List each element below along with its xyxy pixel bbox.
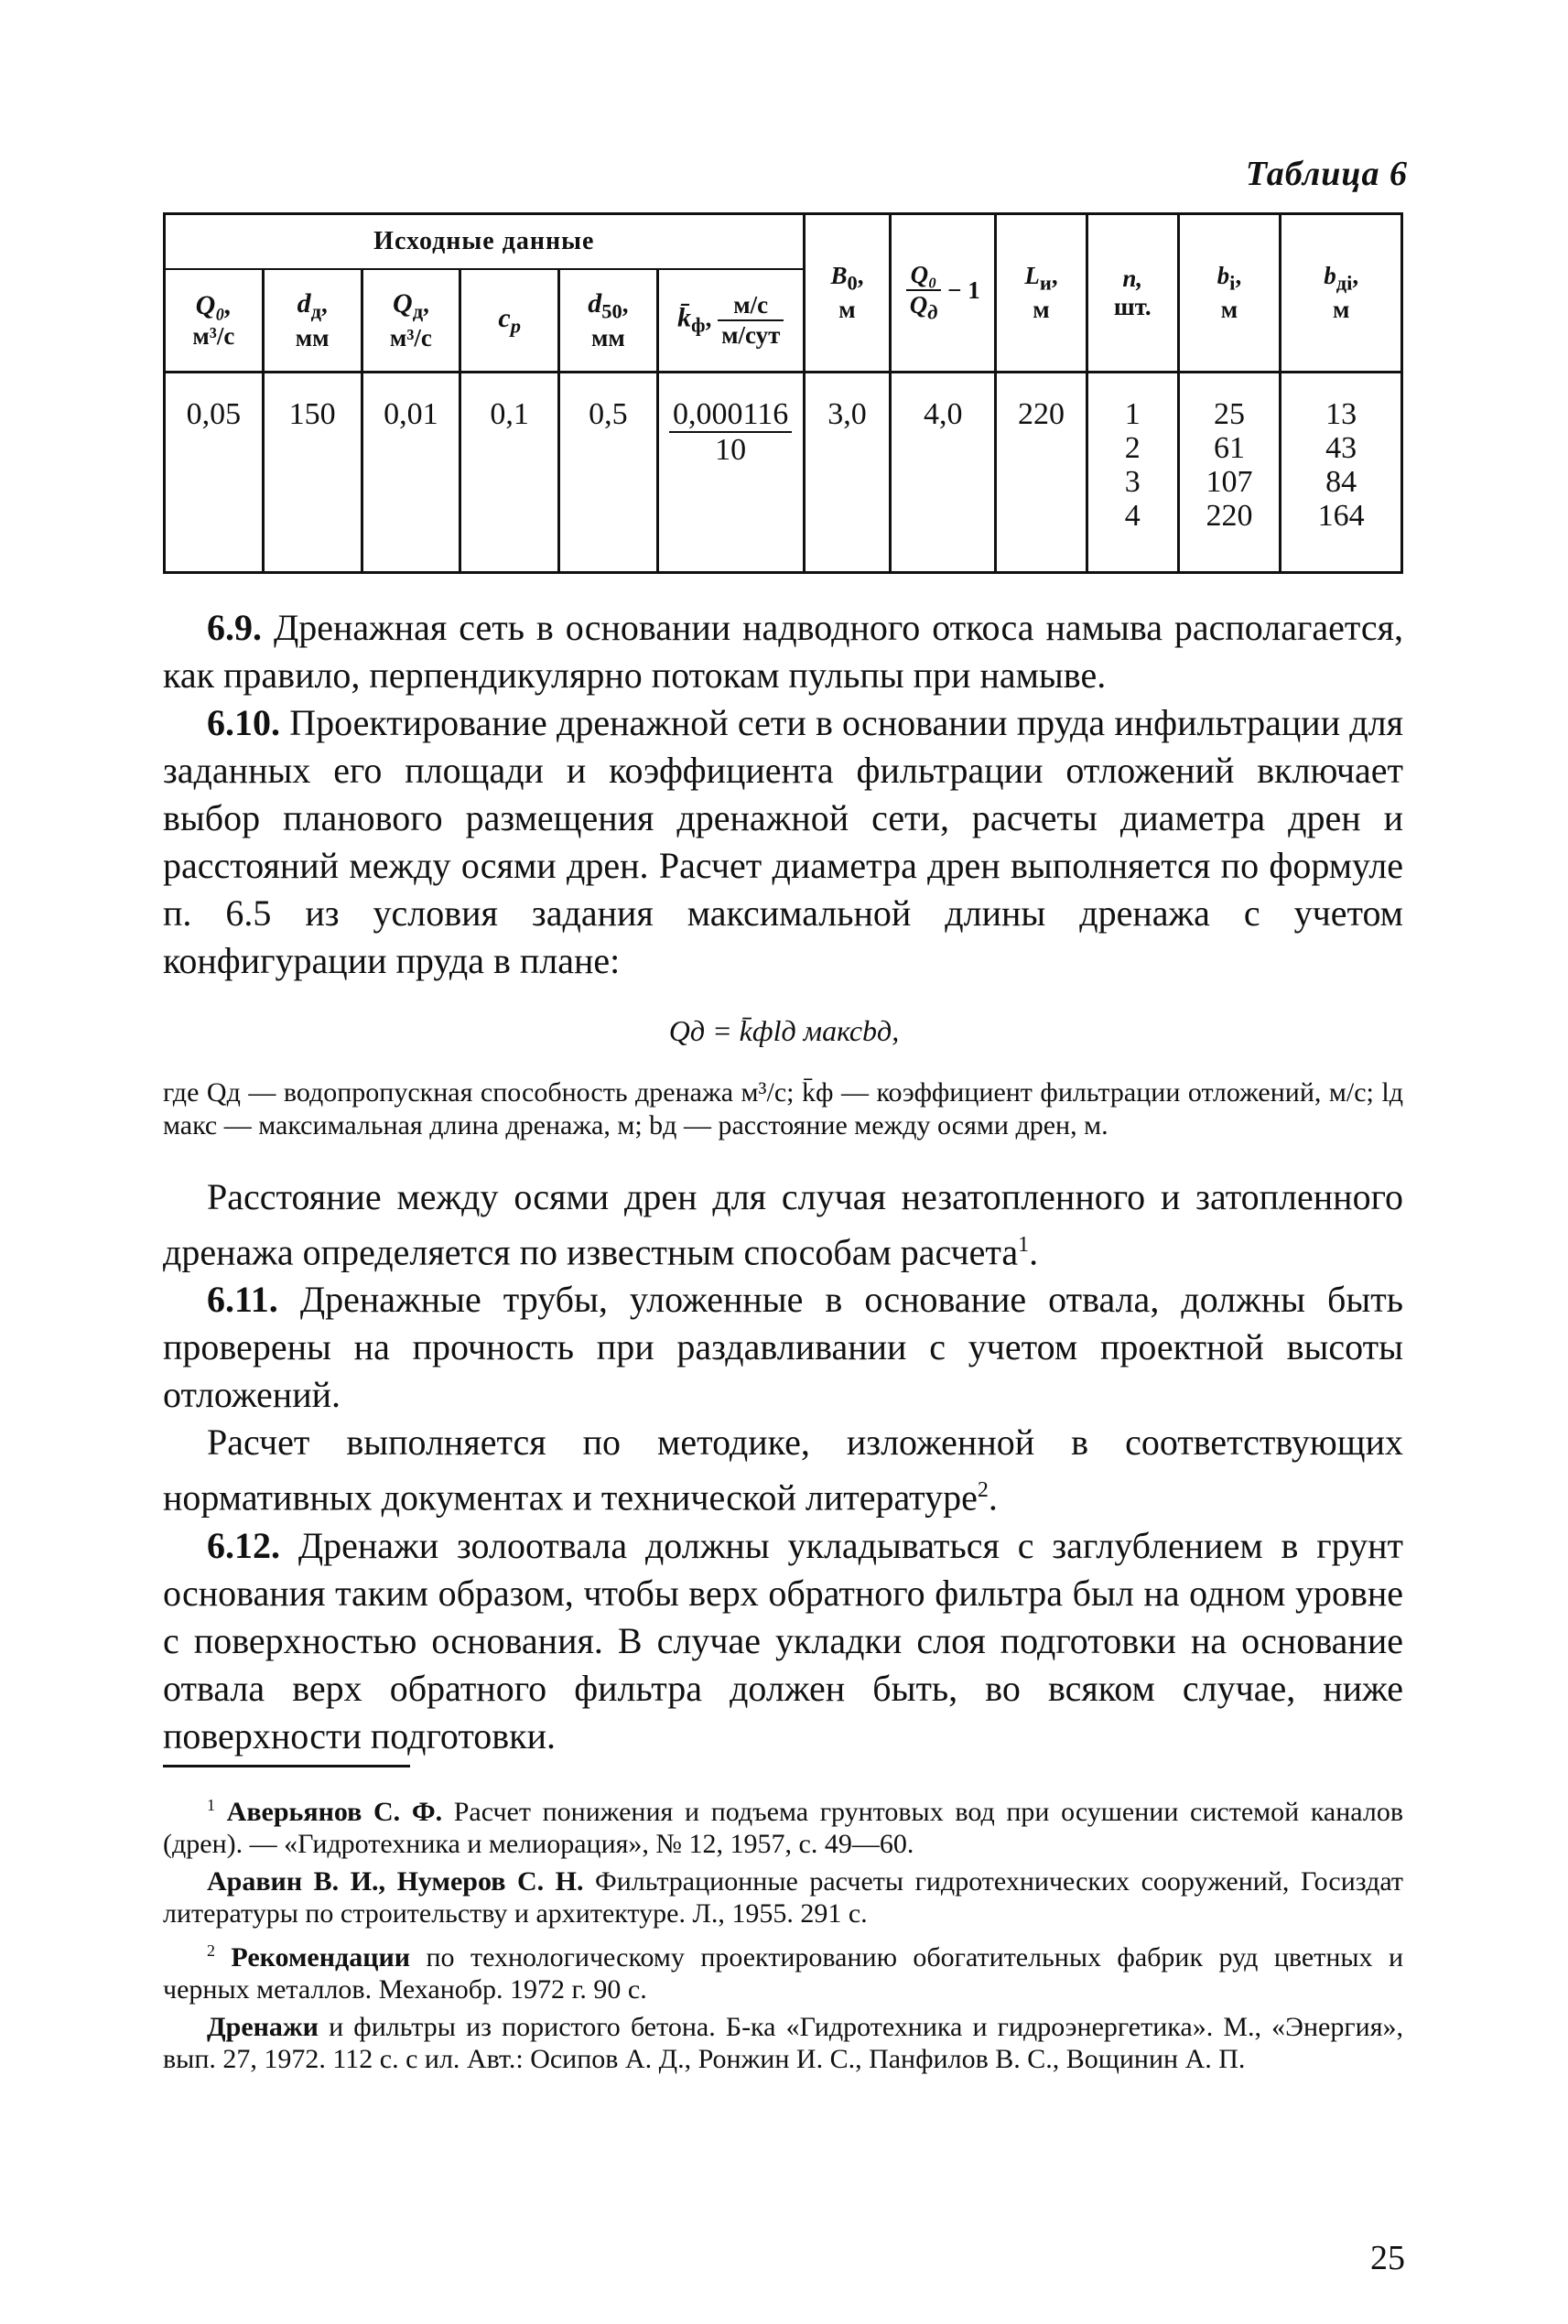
header-ratio: $\frac{\text{Q₀}}{Q_д}$ − 1 — [891, 214, 996, 373]
formula-legend: где Qд — водопропускная способность дренажа м³/с; k̄ф — коэффициент фильтрации отложений, м/с; lд макс — максимальная длина дренажа, м; bд — расстояние между осями дрен, м. — [163, 1077, 1403, 1140]
cell-cp: 0,1 — [460, 373, 559, 573]
cell-bdi: 13 43 84 164 — [1281, 373, 1402, 573]
cell-kf: $\frac{0,000116}{10}$ — [657, 373, 804, 573]
paragraph-6-12: 6.12. Дренажи золоотвала должны укладываться с заглублением в грунт основания таким образом, чтобы верх обратного фильтра был на одном уровне с поверхностью основания. В случае укладки слоя подготовки на основание отвала верх обратного фильтра должен быть, во всяком случае, ниже поверхности подготовки. — [163, 1524, 1403, 1757]
header-li: $L_и$, м — [996, 214, 1087, 373]
page-number: 25 — [1370, 2239, 1405, 2277]
header-bi: $b_i$, м — [1178, 214, 1281, 373]
cell-li: 220 — [996, 373, 1087, 573]
header-b0: $B_0$, м — [804, 214, 891, 373]
header-cp: $c_p$ — [460, 269, 559, 373]
header-bdi: $b_{дi}$, м — [1281, 214, 1402, 373]
paragraph-6-10: 6.10. Проектирование дренажной сети в основании пруда инфильтрации для заданных его площади и коэффициента фильтрации отложений включает выбор планового размещения дренажной сети, расчеты диаметра дрен и расстояний между осями дрен. Расчет диаметра дрен выполняется по формуле п. 6.5 из условия задания максимальной длины дренажа с учетом конфигурации пруда в плане: — [163, 702, 1403, 981]
cell-ratio: 4,0 — [891, 373, 996, 573]
cell-q0: 0,05 — [165, 373, 264, 573]
footnote-2: $^2$ Рекомендации по технологическому проектированию обогатительных фабрик руд цветных и черных металлов. Механобр. 1972 г. 90 с. — [163, 1941, 1404, 2005]
footnote-2b: Дренажи и фильтры из пористого бетона. Б-ка «Гидротехника и гидроэнергетика». М., «Энергия», вып. 27, 1972. 112 с. с ил. Авт.: Осипов А. Д., Ронжин И. С., Панфилов В. С., Вощинин А. П. — [163, 2012, 1403, 2074]
footnote-1b: Аравин В. И., Нумеров С. Н. Фильтрационные расчеты гидротехнических сооружений, Госиздат литературы по строительству и архитектуре. Л., 1955. 291 с. — [163, 1866, 1404, 1929]
header-kf: $k̄_ф$, $\frac{м/с}{\text{м/сут}}$ — [657, 269, 804, 373]
cell-d50: 0,5 — [559, 373, 658, 573]
footnote-1: $^1$ Аверьянов С. Ф. Расчет понижения и подъема грунтовых вод при осушении системой каналов (дрен). — «Гидротехника и мелиорация», № 12, 1957, с. 49—60. — [163, 1796, 1404, 1859]
paragraph-distance: Расстояние между осями дрен для случая незатопленного и затопленного дренажа определяется по известным способам расчета$^1$. — [163, 1176, 1403, 1273]
cell-dd: 150 — [263, 373, 362, 573]
body-text-top — [163, 604, 1403, 985]
cell-bi: 25 61 107 220 — [1178, 373, 1281, 573]
paragraph-6-11: 6.11. Дренажные трубы, уложенные в основание отвала, должны быть проверены на прочность при раздавливании с учетом проектной высоты отложений. — [163, 1279, 1404, 1416]
cell-b0: 3,0 — [804, 373, 891, 573]
cell-qd: 0,01 — [362, 373, 460, 573]
table-caption: Таблица 6 — [1245, 155, 1408, 193]
footnote-divider — [163, 1765, 410, 1767]
header-q0: Q₀, м³/с — [165, 269, 264, 373]
header-d50: $d_{50}$, мм — [559, 269, 658, 373]
group-header: Исходные данные — [165, 214, 805, 270]
paragraph-6-9: 6.9. Дренажная сеть в основании надводного откоса намыва располагается, как правило, перпендикулярно потокам пульпы при намыве. — [163, 607, 1404, 696]
header-n: n, шт. — [1087, 214, 1178, 373]
cell-n: 1 2 3 4 — [1087, 373, 1178, 573]
header-qd: $Q_д$, м³/с — [362, 269, 460, 373]
body-text-bottom — [163, 1173, 1403, 1760]
formula: Qд = k̄фlд максbд, — [668, 1014, 900, 1047]
header-dd: $d_д$, мм — [263, 269, 362, 373]
paragraph-calc: Расчет выполняется по методике, изложенной в соответствующих нормативных документах и технической литературе$^2$. — [163, 1421, 1403, 1519]
data-table — [163, 212, 1403, 574]
footnotes — [163, 1789, 1403, 2081]
